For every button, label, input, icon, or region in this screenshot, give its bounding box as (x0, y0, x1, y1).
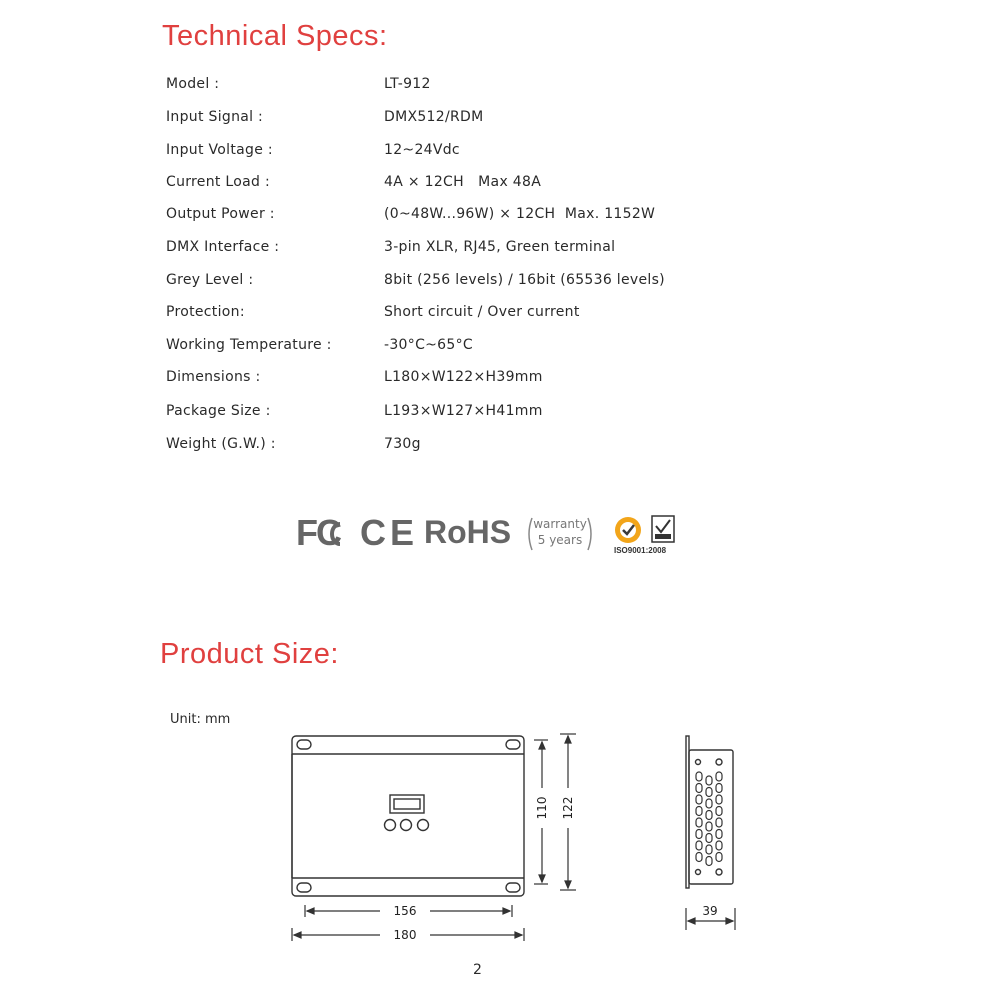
spec-label: Current Load : (166, 174, 270, 190)
spec-label: Input Signal : (166, 109, 264, 125)
spec-value: 730g (384, 436, 421, 452)
spec-row-model (0, 76, 1000, 98)
vent-slot (696, 807, 702, 816)
front-view-drawing (280, 728, 590, 950)
spec-row-input-signal (0, 109, 1000, 131)
spec-label: Dimensions : (166, 369, 261, 385)
spec-value: L193×W127×H41mm (384, 403, 543, 419)
spec-label: Protection: (166, 304, 245, 320)
rohs-logo: RoHS (424, 514, 512, 550)
vent-slot (696, 772, 702, 781)
vent-slot (696, 818, 702, 827)
vent-slot (706, 811, 712, 820)
spec-label: Weight (G.W.) : (166, 436, 276, 452)
vent-slot (696, 795, 702, 804)
spec-value: 8bit (256 levels) / 16bit (65536 levels) (384, 272, 665, 288)
spec-label: DMX Interface : (166, 239, 280, 255)
spec-value: DMX512/RDM (384, 109, 484, 125)
technical-specs-heading: Technical Specs: (162, 20, 388, 52)
spec-row-dmx-interface (0, 239, 1000, 261)
vent-slot (716, 772, 722, 781)
spec-value: L180×W122×H39mm (384, 369, 543, 385)
fcc-logo: FC (296, 512, 340, 553)
vent-slot (696, 784, 702, 793)
spec-row-weight (0, 436, 1000, 458)
spec-value: -30°C~65°C (384, 337, 473, 353)
spec-row-grey-level (0, 272, 1000, 294)
spec-row-output-power (0, 206, 1000, 228)
vent-slot (716, 795, 722, 804)
vent-slot (716, 853, 722, 862)
spec-row-protection (0, 304, 1000, 326)
spec-label: Package Size : (166, 403, 271, 419)
dim-inner-width-label: 156 (393, 904, 417, 918)
spec-label: Working Temperature : (166, 337, 332, 353)
page-number: 2 (473, 962, 482, 978)
ce-logo: CE (360, 512, 419, 553)
vent-slot (706, 845, 712, 854)
spec-row-input-voltage (0, 142, 1000, 164)
spec-label: Model : (166, 76, 220, 92)
spec-label: Grey Level : (166, 272, 254, 288)
spec-value: (0~48W...96W) × 12CH Max. 1152W (384, 206, 656, 222)
vent-slot (696, 841, 702, 850)
spec-value: 3-pin XLR, RJ45, Green terminal (384, 239, 616, 255)
spec-row-working-temperature (0, 337, 1000, 359)
spec-value: Short circuit / Over current (384, 304, 580, 320)
warranty-years: 5 years (537, 533, 583, 547)
spec-value: LT-912 (384, 76, 431, 92)
dim-depth-label: 39 (702, 904, 718, 918)
vent-slot (706, 776, 712, 785)
vent-slot (706, 799, 712, 808)
vent-slot (706, 822, 712, 831)
product-size-heading: Product Size: (160, 638, 339, 670)
warranty-label: warranty (533, 517, 587, 531)
spec-label: Output Power : (166, 206, 275, 222)
warranty-bracket-icon (524, 514, 596, 554)
vent-slots (696, 772, 722, 866)
vent-slot (716, 807, 722, 816)
iso-label: ISO9001:2008 (614, 546, 667, 555)
vent-slot (696, 853, 702, 862)
vent-slot (716, 830, 722, 839)
spec-label: Input Voltage : (166, 142, 273, 158)
vent-slot (706, 788, 712, 797)
spec-value: 12~24Vdc (384, 142, 460, 158)
side-view-drawing (680, 732, 744, 938)
vent-slot (696, 830, 702, 839)
spec-value: 4A × 12CH Max 48A (384, 174, 542, 190)
dim-outer-width-label: 180 (393, 928, 417, 942)
spec-row-current-load (0, 174, 1000, 196)
vent-slot (716, 784, 722, 793)
spec-row-package-size (0, 403, 1000, 425)
fcc-c-mark (330, 518, 342, 550)
vent-slot (706, 834, 712, 843)
dim-outer-height-label: 122 (561, 796, 575, 820)
vent-slot (706, 857, 712, 866)
vent-slot (716, 818, 722, 827)
dim-inner-height-label: 110 (535, 796, 549, 820)
vent-slot (716, 841, 722, 850)
unit-label: Unit: mm (170, 712, 231, 727)
spec-row-dimensions (0, 369, 1000, 391)
